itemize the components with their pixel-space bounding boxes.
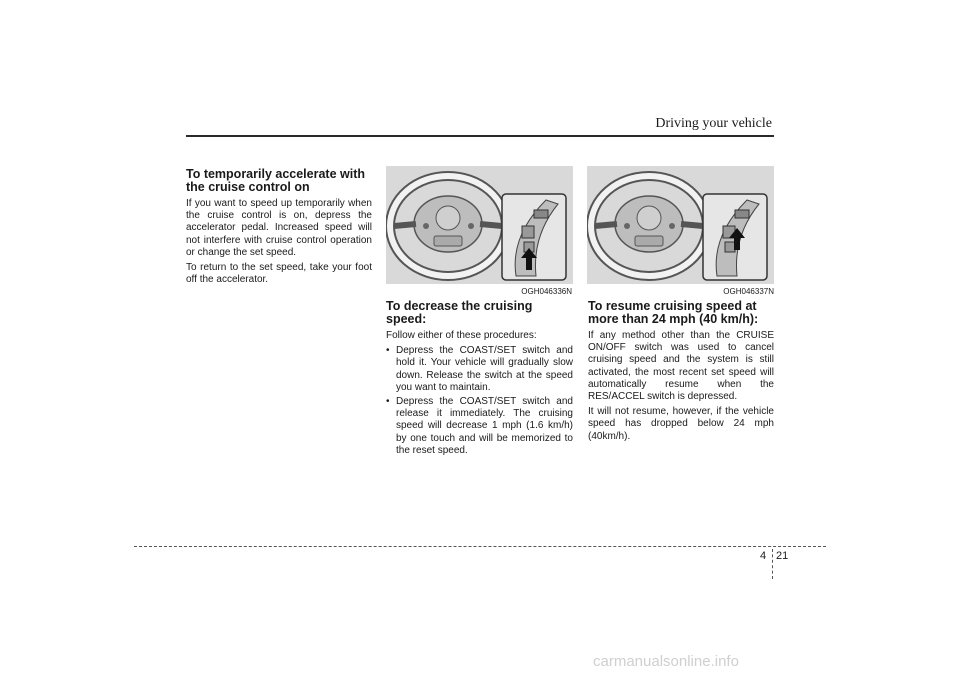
page-number-divider: [772, 549, 773, 579]
bullet-icon: •: [386, 396, 390, 408]
heading-decrease-speed: To decrease the cruising speed:: [386, 299, 533, 326]
list-item: • Depress the COAST/SET switch and release it immediately. The cruising speed will decrease 1 mph (1.6 km/h) by one touch and will be memorized to the reset speed.: [386, 396, 573, 456]
heading-temporarily-accelerate: To temporarily accelerate with the cruise control on: [186, 167, 365, 194]
procedure-list: [386, 345, 573, 457]
steering-wheel-figure-resume: [587, 166, 774, 284]
steering-wheel-figure-decrease: [386, 166, 573, 284]
bullet-icon: •: [386, 345, 390, 357]
paragraph-procedures-intro: Follow either of these procedures:: [386, 330, 537, 341]
list-item: • Depress the COAST/SET switch and hold it. Your vehicle will gradually slow down. Release the switch at the speed you want to maintain.: [386, 345, 573, 393]
header-rule: [186, 135, 774, 137]
heading-resume-speed: To resume cruising speed at more than 24 mph (40 km/h):: [588, 299, 759, 326]
page-number: 21: [776, 550, 789, 562]
column-decrease: [386, 300, 573, 459]
column-resume: [588, 300, 774, 446]
column-accelerate: [186, 168, 372, 289]
steering-wheel-illustration: [587, 166, 774, 284]
watermark: carmanualsonline.info: [593, 653, 739, 670]
figure-caption-1: OGH046336N: [521, 287, 572, 296]
section-title: Driving your vehicle: [655, 116, 772, 131]
paragraph-accelerate: If you want to speed up temporarily when the cruise control is on, depress the accelerator pedal. Increased speed will not interfere with cruise control operation or change the set speed.: [186, 198, 372, 258]
figure-caption-2: OGH046337N: [723, 287, 774, 296]
steering-wheel-illustration: [386, 166, 573, 284]
paragraph-no-resume: It will not resume, however, if the vehicle speed has dropped below 24 mph (40km/h).: [588, 406, 774, 442]
paragraph-resume: If any method other than the CRUISE ON/OFF switch was used to cancel cruising speed and the system is still activated, the most recent set speed will automatically resume when the RES/ACCEL switch is depressed.: [588, 330, 774, 403]
footer-rule: [134, 546, 826, 547]
paragraph-return-set-speed: To return to the set speed, take your foot off the accelerator.: [186, 262, 372, 286]
chapter-number: 4: [760, 550, 767, 562]
